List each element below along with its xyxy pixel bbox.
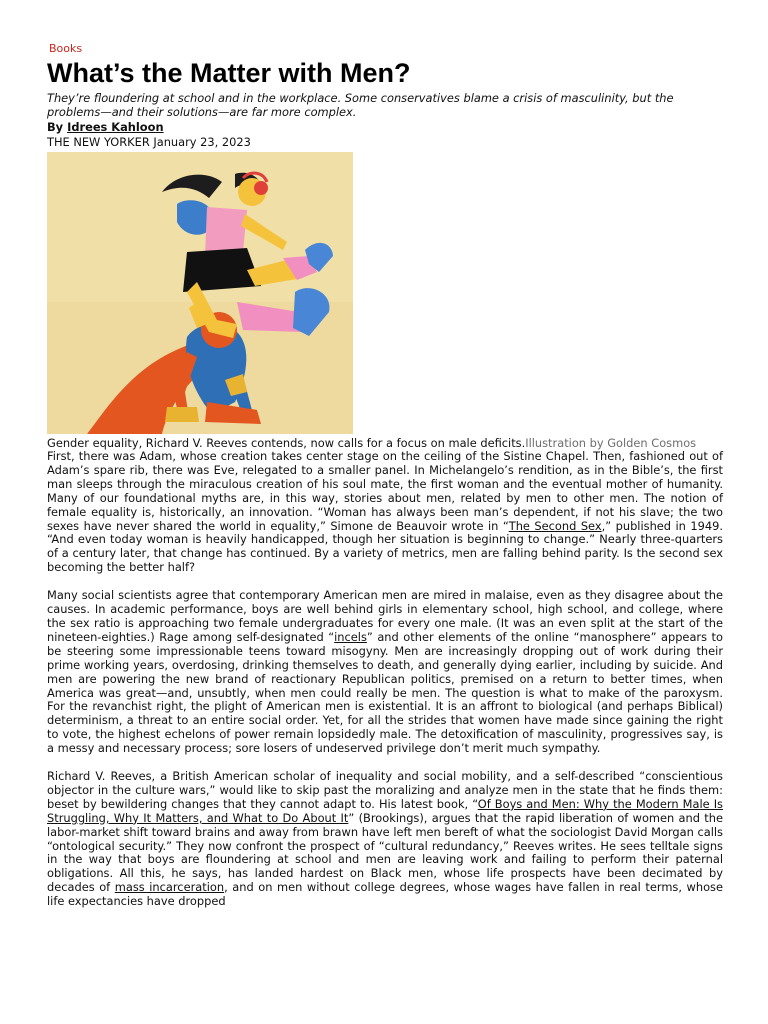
article-dek: They’re floundering at school and in the workplace. Some conservatives blame a crisis of masculinity, but the problems—and their solutions—are far more complex. [47, 91, 674, 119]
paragraph-3-text-b: ” (Brookings), argues that the rapid liberation of women and the labor-market shift toward brains and away from brawn have left men bereft of what the sociologist David Morgan calls “ontological security.” They now confront the prospect of “cultural redundancy,” Reeves writes. He sees telltale signs in the way that boys are floundering at school and men are leaving work and failing to perform their paternal obligations. All this, he says, has landed hardest on Black men, whose life prospects have been decimated by decades of [47, 810, 723, 895]
paragraph-2 [47, 589, 723, 756]
article-illustration [47, 152, 353, 434]
article-body [47, 450, 723, 909]
book-title-link[interactable]: Of Boys and Men: Why the Modern Male Is Struggling, Why It Matters, and What to Do About It [47, 796, 723, 825]
the-second-sex-link[interactable]: The Second Sex [508, 518, 602, 533]
paragraph-3-text-a: Richard V. Reeves, a British American scholar of inequality and social mobility, and a self-described “conscientious objector in the culture wars,” would like to skip past the moralizing and analyze men in the state that he finds them: beset by bewildering changes that they cannot adapt to. His latest book, “ [47, 769, 723, 811]
paragraph-3-text-c: , and on men without college degrees, whose wages have fallen in real terms, whose life expectancies have dropped [47, 880, 723, 909]
image-caption [47, 436, 723, 450]
paragraph-1-text-a: First, there was Adam, whose creation takes center stage on the ceiling of the Sistine Chapel. Then, fashioned out of Adam’s spare rib, there was Eve, relegated to a smaller panel. In Michelangelo’s rendition, as in the Bible’s, the first man sleeps through the miraculous creation of his soul mate, the first woman and the eventual mother of humanity. Many of our foundational myths are, in this way, stories about men, related by men to other men. The notion of female equality is, historically, an innovation. “Woman has always been man’s dependent, if not his slave; the two sexes have never shared the world in equality,” Simone de Beauvoir wrote in “ [47, 449, 723, 533]
byline-prefix: By [47, 120, 68, 134]
paragraph-1-text-b: ,” published in 1949. “And even today woman is heavily handicapped, though her situation is beginning to change.” Nearly three-quarters of a century later, that change has continued. By a variety of metrics, men are falling behind parity. Is the second sex becoming the better half? [47, 518, 723, 575]
paragraph-2-text-a: Many social scientists agree that contemporary American men are mired in malaise, even as they disagree about the causes. In academic performance, boys are well behind girls in elementary school, high school, and college, where the sex ratio is approaching two female undergraduates for every one male. (It was an even split at the start of the nineteen-eighties.) Rage among self-designated “ [47, 588, 723, 644]
section-label[interactable]: Books [49, 42, 83, 55]
article [47, 42, 723, 923]
paragraph-2-text-b: ” and other elements of the online “manosphere” appears to be steering some impressionable teens toward misogyny. Men are increasingly dropping out of work during their prime working years, overdosing, drinking themselves to death, and generally dying earlier, including by suicide. And men are powering the new brand of reactionary Republican politics, premised on a return to better times, when America was great—and, unsubtly, when men could really be men. The question is what to make of the paroxysm. For the revanchist right, the plight of American men is existential. It is an affront to biological (and perhaps Biblical) determinism, a threat to an entire social order. Yet, for all the strides that women have made since gaining the right to vote, the highest echelons of power remain lopsidedly male. The detoxification of masculinity, progressives say, is a messy and necessary process; sore losers of undeserved privilege don’t merit much sympathy. [47, 629, 723, 756]
paragraph-1 [47, 450, 723, 575]
caption-text: Gender equality, Richard V. Reeves contends, now calls for a focus on male deficits. [47, 436, 526, 450]
paragraph-3 [47, 770, 723, 909]
author-link[interactable]: Idrees Kahloon [67, 120, 164, 134]
illustration-credit: Illustration by Golden Cosmos [525, 436, 697, 450]
article-title: What’s the Matter with Men? [47, 58, 411, 88]
mass-incarceration-link[interactable]: mass incarceration [114, 880, 225, 895]
byline [47, 120, 723, 134]
publication-date: THE NEW YORKER January 23, 2023 [47, 135, 251, 149]
incels-link[interactable]: incels [334, 629, 367, 644]
